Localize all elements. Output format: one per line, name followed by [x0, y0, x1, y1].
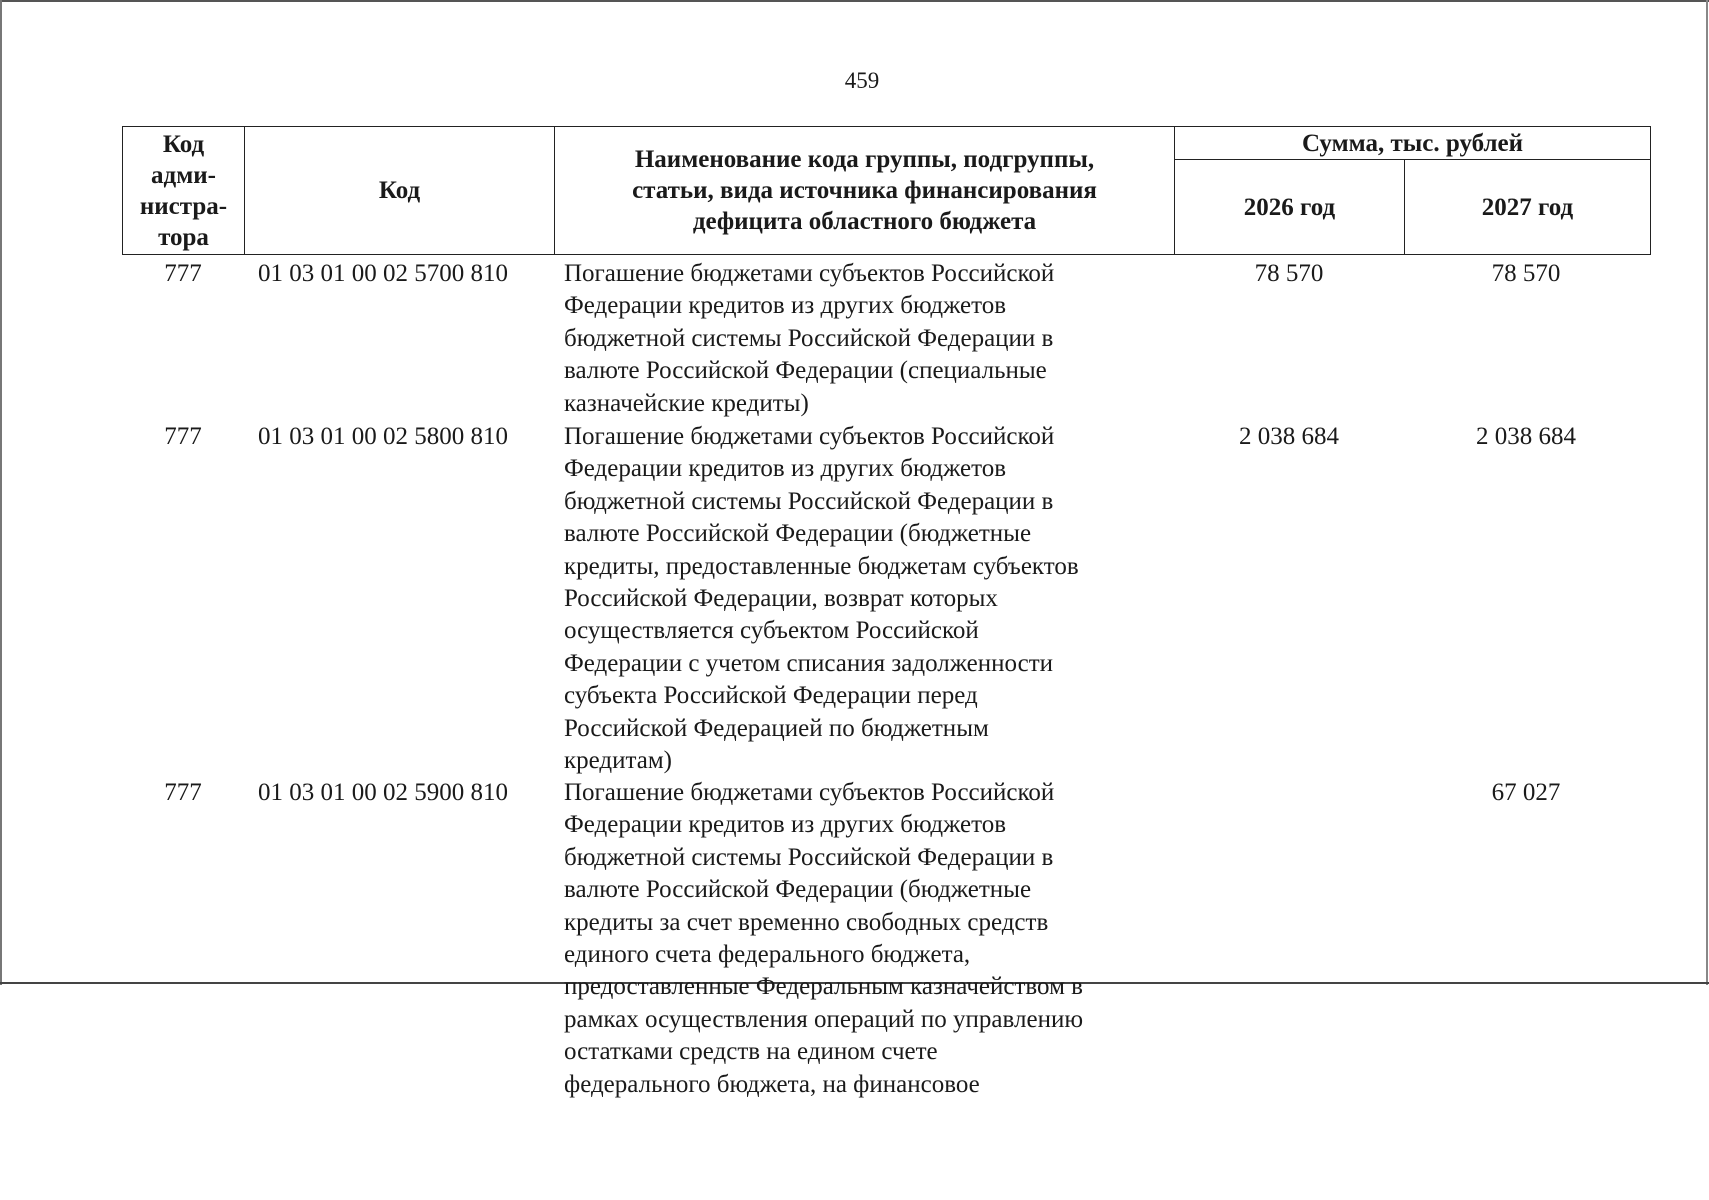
cell-name-line: остатками средств на едином счете: [564, 1038, 938, 1066]
cell-sum-2027: 78 570: [1491, 260, 1561, 287]
cell-name: [564, 421, 1204, 777]
cell-sum-2026: 78 570: [1254, 260, 1324, 287]
cell-code: 01 03 01 00 02 5700 810: [258, 260, 508, 287]
header-sum-group: Сумма, тыс. рублей: [1175, 127, 1651, 160]
cell-name-line: Федерации кредитов из других бюджетов: [564, 455, 1007, 483]
header-admin-code-line: Код: [162, 130, 205, 158]
cell-name-line: бюджетной системы Российской Федерации в: [564, 487, 1054, 515]
cell-code: 01 03 01 00 02 5800 810: [258, 423, 508, 450]
cell-name-line: кредиты за счет временно свободных средств: [564, 908, 1049, 936]
cell-name-line: валюте Российской Федерации (бюджетные: [564, 876, 1032, 904]
header-admin-code: [123, 127, 245, 255]
header-year-2027: 2027 год: [1405, 160, 1651, 255]
header-admin-code-line: нистра-: [139, 192, 228, 220]
cell-admin-code: 777: [164, 423, 202, 450]
cell-name-line: осуществляется субъектом Российской: [564, 617, 979, 645]
cell-name-line: бюджетной системы Российской Федерации в: [564, 324, 1054, 352]
cell-name-line: Российской Федерацией по бюджетным: [564, 714, 989, 742]
header-name-line: дефицита областного бюджета: [692, 208, 1037, 235]
cell-name-line: кредитам): [564, 747, 672, 775]
cell-sum-2027: 2 038 684: [1476, 423, 1576, 450]
cell-name-line: кредиты, предоставленные бюджетам субъектов: [564, 552, 1079, 580]
cell-sum-2027: 67 027: [1491, 779, 1561, 806]
header-admin-code-line: тора: [158, 223, 209, 251]
header-year-2026: 2026 год: [1175, 160, 1405, 255]
cell-name-line: Федерации кредитов из других бюджетов: [564, 811, 1007, 839]
header-name-line: Наименование кода группы, подгруппы,: [634, 146, 1095, 173]
cell-name-line: Погашение бюджетами субъектов Российской: [564, 779, 1055, 806]
cell-name-line: Погашение бюджетами субъектов Российской: [564, 423, 1055, 450]
header-code: Код: [245, 127, 555, 255]
cell-name-line: Федерации с учетом списания задолженности: [564, 649, 1054, 677]
cell-name-line: предоставленные Федеральным казначейством в: [564, 973, 1083, 1001]
cell-name-line: Российской Федерации, возврат которых: [564, 585, 998, 613]
cell-name-line: бюджетной системы Российской Федерации в: [564, 843, 1054, 871]
page-number-container: [0, 68, 1709, 94]
cell-name: [564, 777, 1204, 1101]
cell-name: [564, 258, 1204, 420]
header-name: [555, 127, 1175, 255]
header-name-line: статьи, вида источника финансирования: [632, 177, 1097, 204]
cell-name-line: Погашение бюджетами субъектов Российской: [564, 260, 1055, 287]
cell-name-line: казначейские кредиты): [564, 389, 809, 417]
cell-name-line: рамках осуществления операций по управлению: [564, 1005, 1084, 1033]
cell-sum-2026: 2 038 684: [1239, 423, 1339, 450]
cell-name-line: Федерации кредитов из других бюджетов: [564, 292, 1007, 320]
cell-code: 01 03 01 00 02 5900 810: [258, 779, 508, 806]
header-admin-code-line: адми-: [151, 161, 216, 189]
page-number: 459: [844, 68, 880, 93]
page-edge-top: [0, 0, 1709, 2]
page-edge-right: [1706, 0, 1708, 985]
page-edge-left: [0, 0, 2, 985]
cell-name-line: субъекта Российской Федерации перед: [564, 682, 978, 710]
cell-name-line: валюте Российской Федерации (бюджетные: [564, 520, 1032, 548]
cell-name-line: единого счета федерального бюджета,: [564, 941, 971, 969]
cell-name-line: федерального бюджета, на финансовое: [564, 1070, 980, 1098]
cell-admin-code: 777: [164, 779, 202, 806]
cell-admin-code: 777: [164, 260, 202, 287]
table-header: [122, 126, 1651, 255]
cell-name-line: валюте Российской Федерации (специальные: [564, 357, 1047, 385]
